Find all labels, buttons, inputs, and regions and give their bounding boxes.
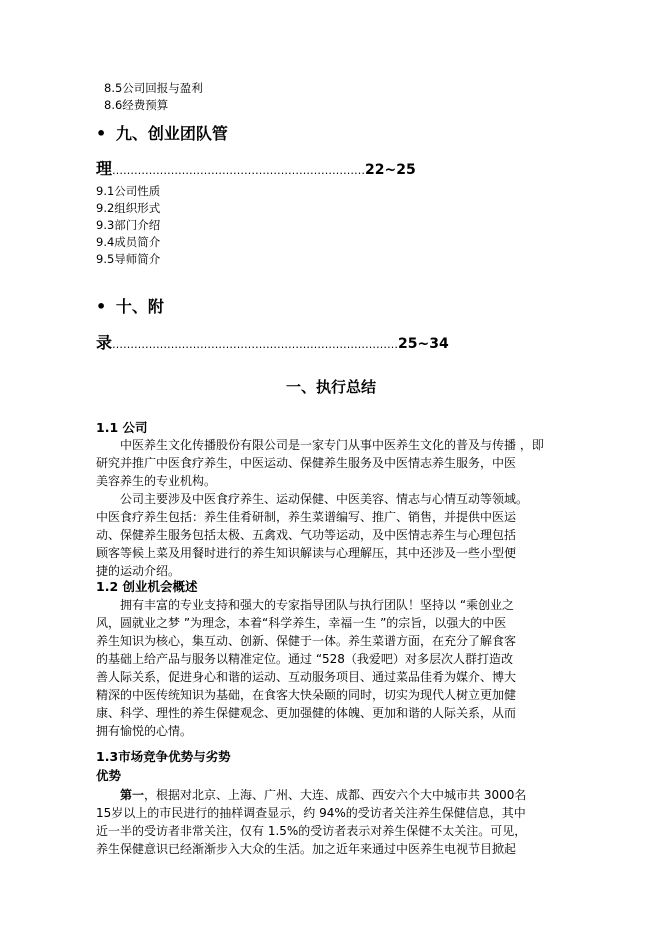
text-line: 中医食疗养生包括：养生佳肴研制，养生菜谱编写、推广、销售，并提供中医运 xyxy=(96,510,517,524)
paragraph-1-3 xyxy=(96,786,582,858)
toc-item-8-5: 8.5公司回报与盈利 xyxy=(104,81,203,95)
section-title: 一、执行总结 xyxy=(285,378,376,396)
bullet-icon: • xyxy=(96,124,107,143)
text-line: 顾客等候上菜及用餐时进行的养生知识解读与心理解压，其中还涉及一些小型便 xyxy=(96,546,517,560)
toc-heading-10 xyxy=(96,294,164,317)
text-line: 研究并推广中医食疗养生，中医运动、保健养生服务及中医情志养生服务，中医 xyxy=(96,456,517,470)
toc-heading-9 xyxy=(96,121,228,144)
toc-item-9-4: 9.4成员简介 xyxy=(96,235,161,249)
text-line: 第一，根据对北京、上海、广州、大连、成都、西安六个大中城市共 3000名 xyxy=(120,788,527,802)
text-line: 捷的运动介绍。 xyxy=(96,564,181,578)
bullet-icon: • xyxy=(96,297,107,316)
text-line: 养生保健意识已经渐渐步入大众的生活。加之近年来通过中医养生电视节目掀起 xyxy=(96,842,517,856)
toc-item-9-2: 9.2组织形式 xyxy=(96,201,161,215)
paragraph-1-2 xyxy=(96,596,582,740)
text-line: 拥有丰富的专业支持和强大的专家指导团队与执行团队！坚持以 “乘创业之 xyxy=(120,598,515,612)
toc-heading-10-leader: 录……………………………………………………………………25~34 xyxy=(96,333,449,352)
heading-1-2: 1.2 创业机会概述 xyxy=(96,579,198,594)
heading-1-3: 1.3市场竞争优势与劣势 xyxy=(96,749,231,764)
toc-item-9-1: 9.1公司性质 xyxy=(96,184,161,198)
text-line: 的基础上给产品与服务以精准定位。通过 “528（我爱吧）对多层次人群打造改 xyxy=(96,652,513,666)
text-line: 养生知识为核心，集互动、创新、保健于一体。养生菜谱方面，在充分了解食客 xyxy=(96,634,517,648)
toc-item-9-5: 9.5导师简介 xyxy=(96,252,161,266)
subheading-advantages: 优势 xyxy=(96,768,122,783)
text-line: 精深的中医传统知识为基础，在食客大快朵颐的同时，切实为现代人树立更加健 xyxy=(96,688,517,702)
text-line: 善人际关系，促进身心和谐的运动、互动服务项目、通过菜品佳肴为媒介、博大 xyxy=(96,670,517,684)
text-line: 风，圆就业之梦 ”为理念，本着“科学养生，幸福一生 ”的宗旨，以强大的中医 xyxy=(96,616,507,630)
text-line: 康、科学、理性的养生保健观念、更加强健的体魄、更加和谐的人际关系，从而 xyxy=(96,706,517,720)
text-line: 公司主要涉及中医食疗养生、运动保健、中医美容、情志与心情互动等领域。 xyxy=(120,492,529,506)
text-line: 美容养生的专业机构。 xyxy=(96,474,217,488)
text-line: 近一半的受访者非常关注，仅有 1.5%的受访者表示对养生保健不太关注。可见， xyxy=(96,824,527,838)
text-line: 拥有愉悦的心情。 xyxy=(96,724,193,738)
text-line: 中医养生文化传播股份有限公司是一家专门从事中医养生文化的普及与传播 ，即 xyxy=(120,438,544,452)
toc-heading-10-title: 十、附 xyxy=(115,297,164,316)
text-line: 动、保健养生服务包括太极、五禽戏、气功等运动，及中医情志养生与心理包括 xyxy=(96,528,517,542)
toc-item-9-3: 9.3部门介绍 xyxy=(96,218,161,232)
heading-1-1: 1.1 公司 xyxy=(96,420,148,435)
toc-heading-9-leader: 理……………………………………………………………22~25 xyxy=(96,159,416,178)
first-point-label: 第一 xyxy=(120,788,145,802)
toc-heading-9-title: 九、创业团队管 xyxy=(115,124,228,143)
text-line: 15岁以上的市民进行的抽样调查显示，约 94%的受访者关注养生保健信息，其中 xyxy=(96,806,526,820)
paragraph-1-1 xyxy=(96,436,582,580)
toc-item-8-6: 8.6经费预算 xyxy=(104,98,169,112)
